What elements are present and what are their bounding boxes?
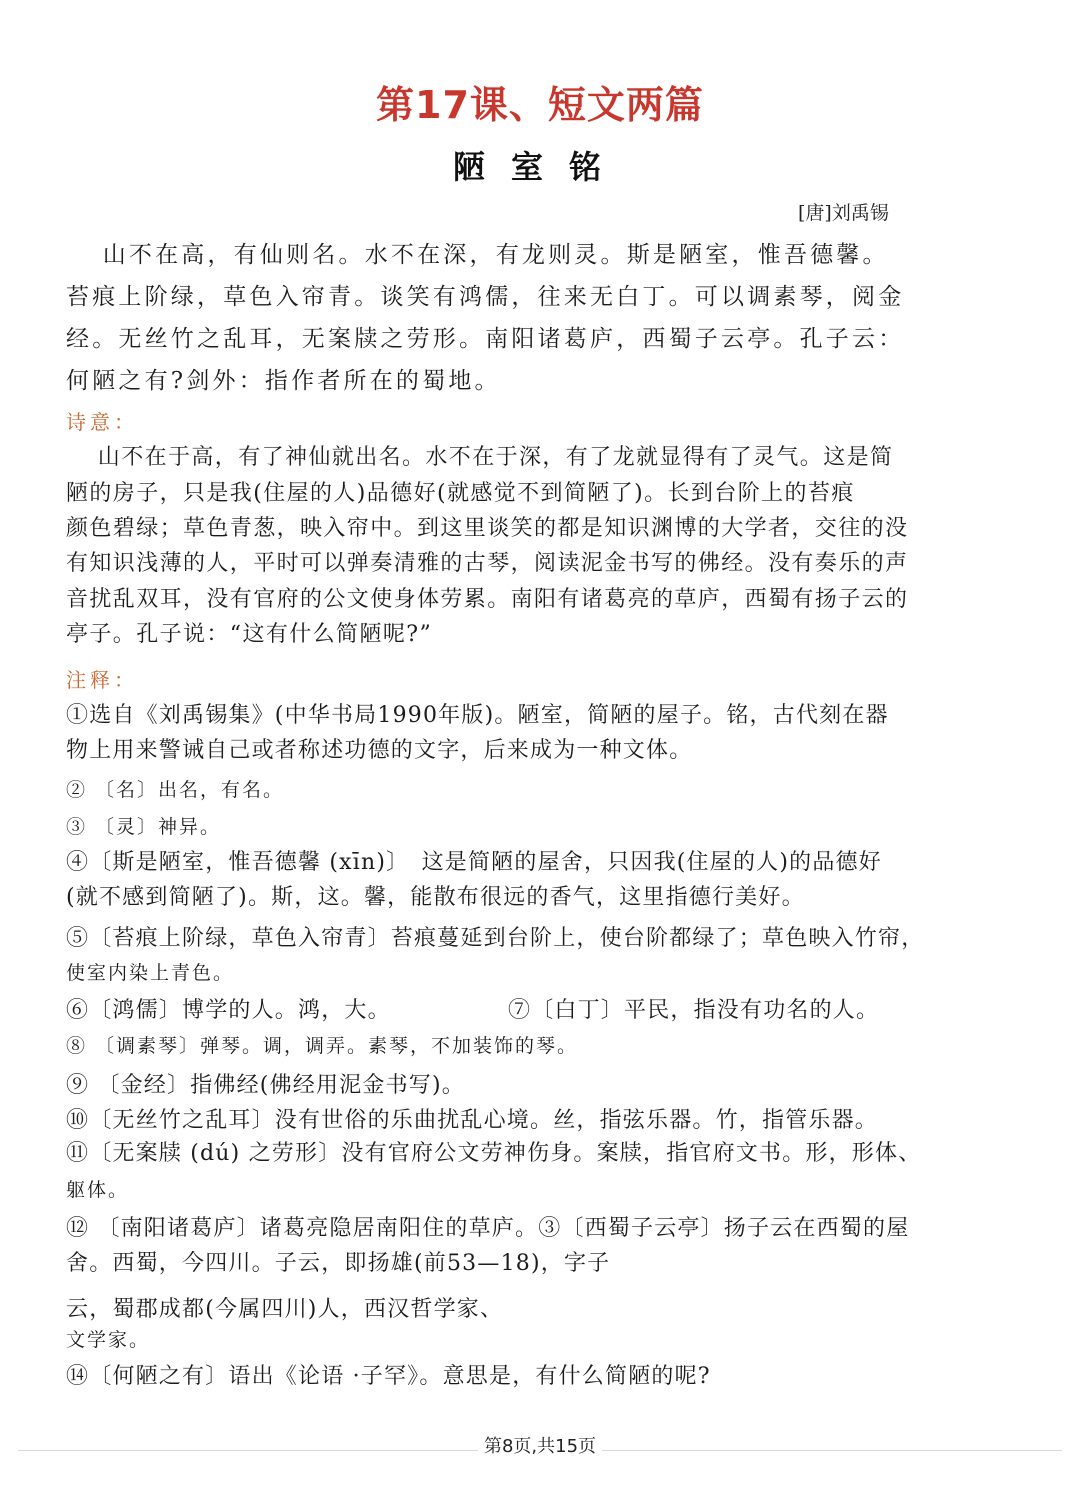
lesson-title: 第17课、短文两篇 <box>376 83 704 127</box>
page-indicator <box>0 1432 1080 1458</box>
page-indicator-label: 第8页,共15页 <box>478 1436 602 1457</box>
note-line: ③ 〔灵〕神异。 <box>66 816 222 838</box>
note-line: 躯体。 <box>66 1179 130 1201</box>
note-line: ② 〔名〕出名，有名。 <box>66 779 285 801</box>
author: [唐]刘禹锡 <box>798 202 889 224</box>
note-line: ⑨ 〔金经〕指佛经(佛经用泥金书写)。 <box>66 1073 465 1098</box>
note-line: ⑧ 〔调素琴〕弹琴。调，调弄。素琴，不加装饰的琴。 <box>66 1035 579 1057</box>
poem-line: 苔痕上阶绿，草色入帘青。谈笑有鸿儒，往来无白丁。可以调素琴，阅金 <box>66 284 905 310</box>
poem-line: 经。无丝竹之乱耳，无案牍之劳形。南阳诸葛庐，西蜀子云亭。孔子云： <box>66 326 905 352</box>
note-line: ⑤〔苔痕上阶绿，草色入帘青〕苔痕蔓延到台阶上，使台阶都绿了；草色映入竹帘， <box>66 926 925 951</box>
translation-line: 音扰乱双耳，没有官府的公文使身体劳累。南阳有诸葛亮的草庐，西蜀有扬子云的 <box>66 587 909 612</box>
note-line: ①选自《刘禹锡集》(中华书局1990年版)。陋室，简陋的屋子。铭，古代刻在器 <box>66 703 889 728</box>
note-line: (就不感到简陋了)。斯，这。馨，能散布很远的香气，这里指德行美好。 <box>66 885 805 910</box>
note-line: ⑪〔无案牍 (dú) 之劳形〕没有官府公文劳神伤身。案牍，指官府文书。形，形体、 <box>66 1141 922 1166</box>
translation-line: 山不在于高，有了神仙就出名。水不在于深，有了龙就显得有了灵气。这是简 <box>66 445 894 470</box>
poem-line: 何陋之有?剑外：指作者所在的蜀地。 <box>66 368 501 394</box>
note-line: 云，蜀郡成都(今属四川)人，西汉哲学家、 <box>66 1297 504 1322</box>
note-line: ⑭〔何陋之有〕语出《论语 ·子罕》。意思是，有什么简陋的呢? <box>66 1364 711 1389</box>
poem-line: 山不在高，有仙则名。水不在深，有龙则灵。斯是陋室，惟吾德馨。 <box>66 242 889 268</box>
translation-line: 陋的房子，只是我(住屋的人)品德好(就感觉不到简陋了)。长到台阶上的苔痕 <box>66 481 855 506</box>
note-line: ④〔斯是陋室，惟吾德馨 (xīn)〕 这是简陋的屋舍，只因我(住屋的人)的品德好 <box>66 850 882 875</box>
note-line: ⑩〔无丝竹之乱耳〕没有世俗的乐曲扰乱心境。丝，指弦乐器。竹，指管乐器。 <box>66 1108 879 1133</box>
note-line: 使室内染上青色。 <box>66 962 235 984</box>
text-title: 陋室铭 <box>452 148 627 186</box>
note-line: 舍。西蜀，今四川。子云，即扬雄(前53—18)，字子 <box>66 1251 611 1276</box>
note-line: ⑦〔白丁〕平民，指没有功名的人。 <box>508 998 880 1023</box>
translation-line: 有知识浅薄的人，平时可以弹奏清雅的古琴，阅读泥金书写的佛经。没有奏乐的声 <box>66 551 909 576</box>
notes-heading: 注释： <box>66 668 138 692</box>
translation-line: 亭子。孔子说：“这有什么简陋呢?” <box>66 622 433 647</box>
translation-line: 颜色碧绿；草色青葱，映入帘中。到这里谈笑的都是知识渊博的大学者，交往的没 <box>66 516 909 541</box>
note-line: 文学家。 <box>66 1329 151 1351</box>
note-line: ⑫ 〔南阳诸葛庐〕诸葛亮隐居南阳住的草庐。③〔西蜀子云亭〕扬子云在西蜀的屋 <box>66 1216 910 1241</box>
translation-heading: 诗意： <box>66 410 138 434</box>
note-line: ⑥〔鸿儒〕博学的人。鸿，大。 <box>66 998 391 1023</box>
note-line: 物上用来警诫自己或者称述功德的文字，后来成为一种文体。 <box>66 738 693 763</box>
